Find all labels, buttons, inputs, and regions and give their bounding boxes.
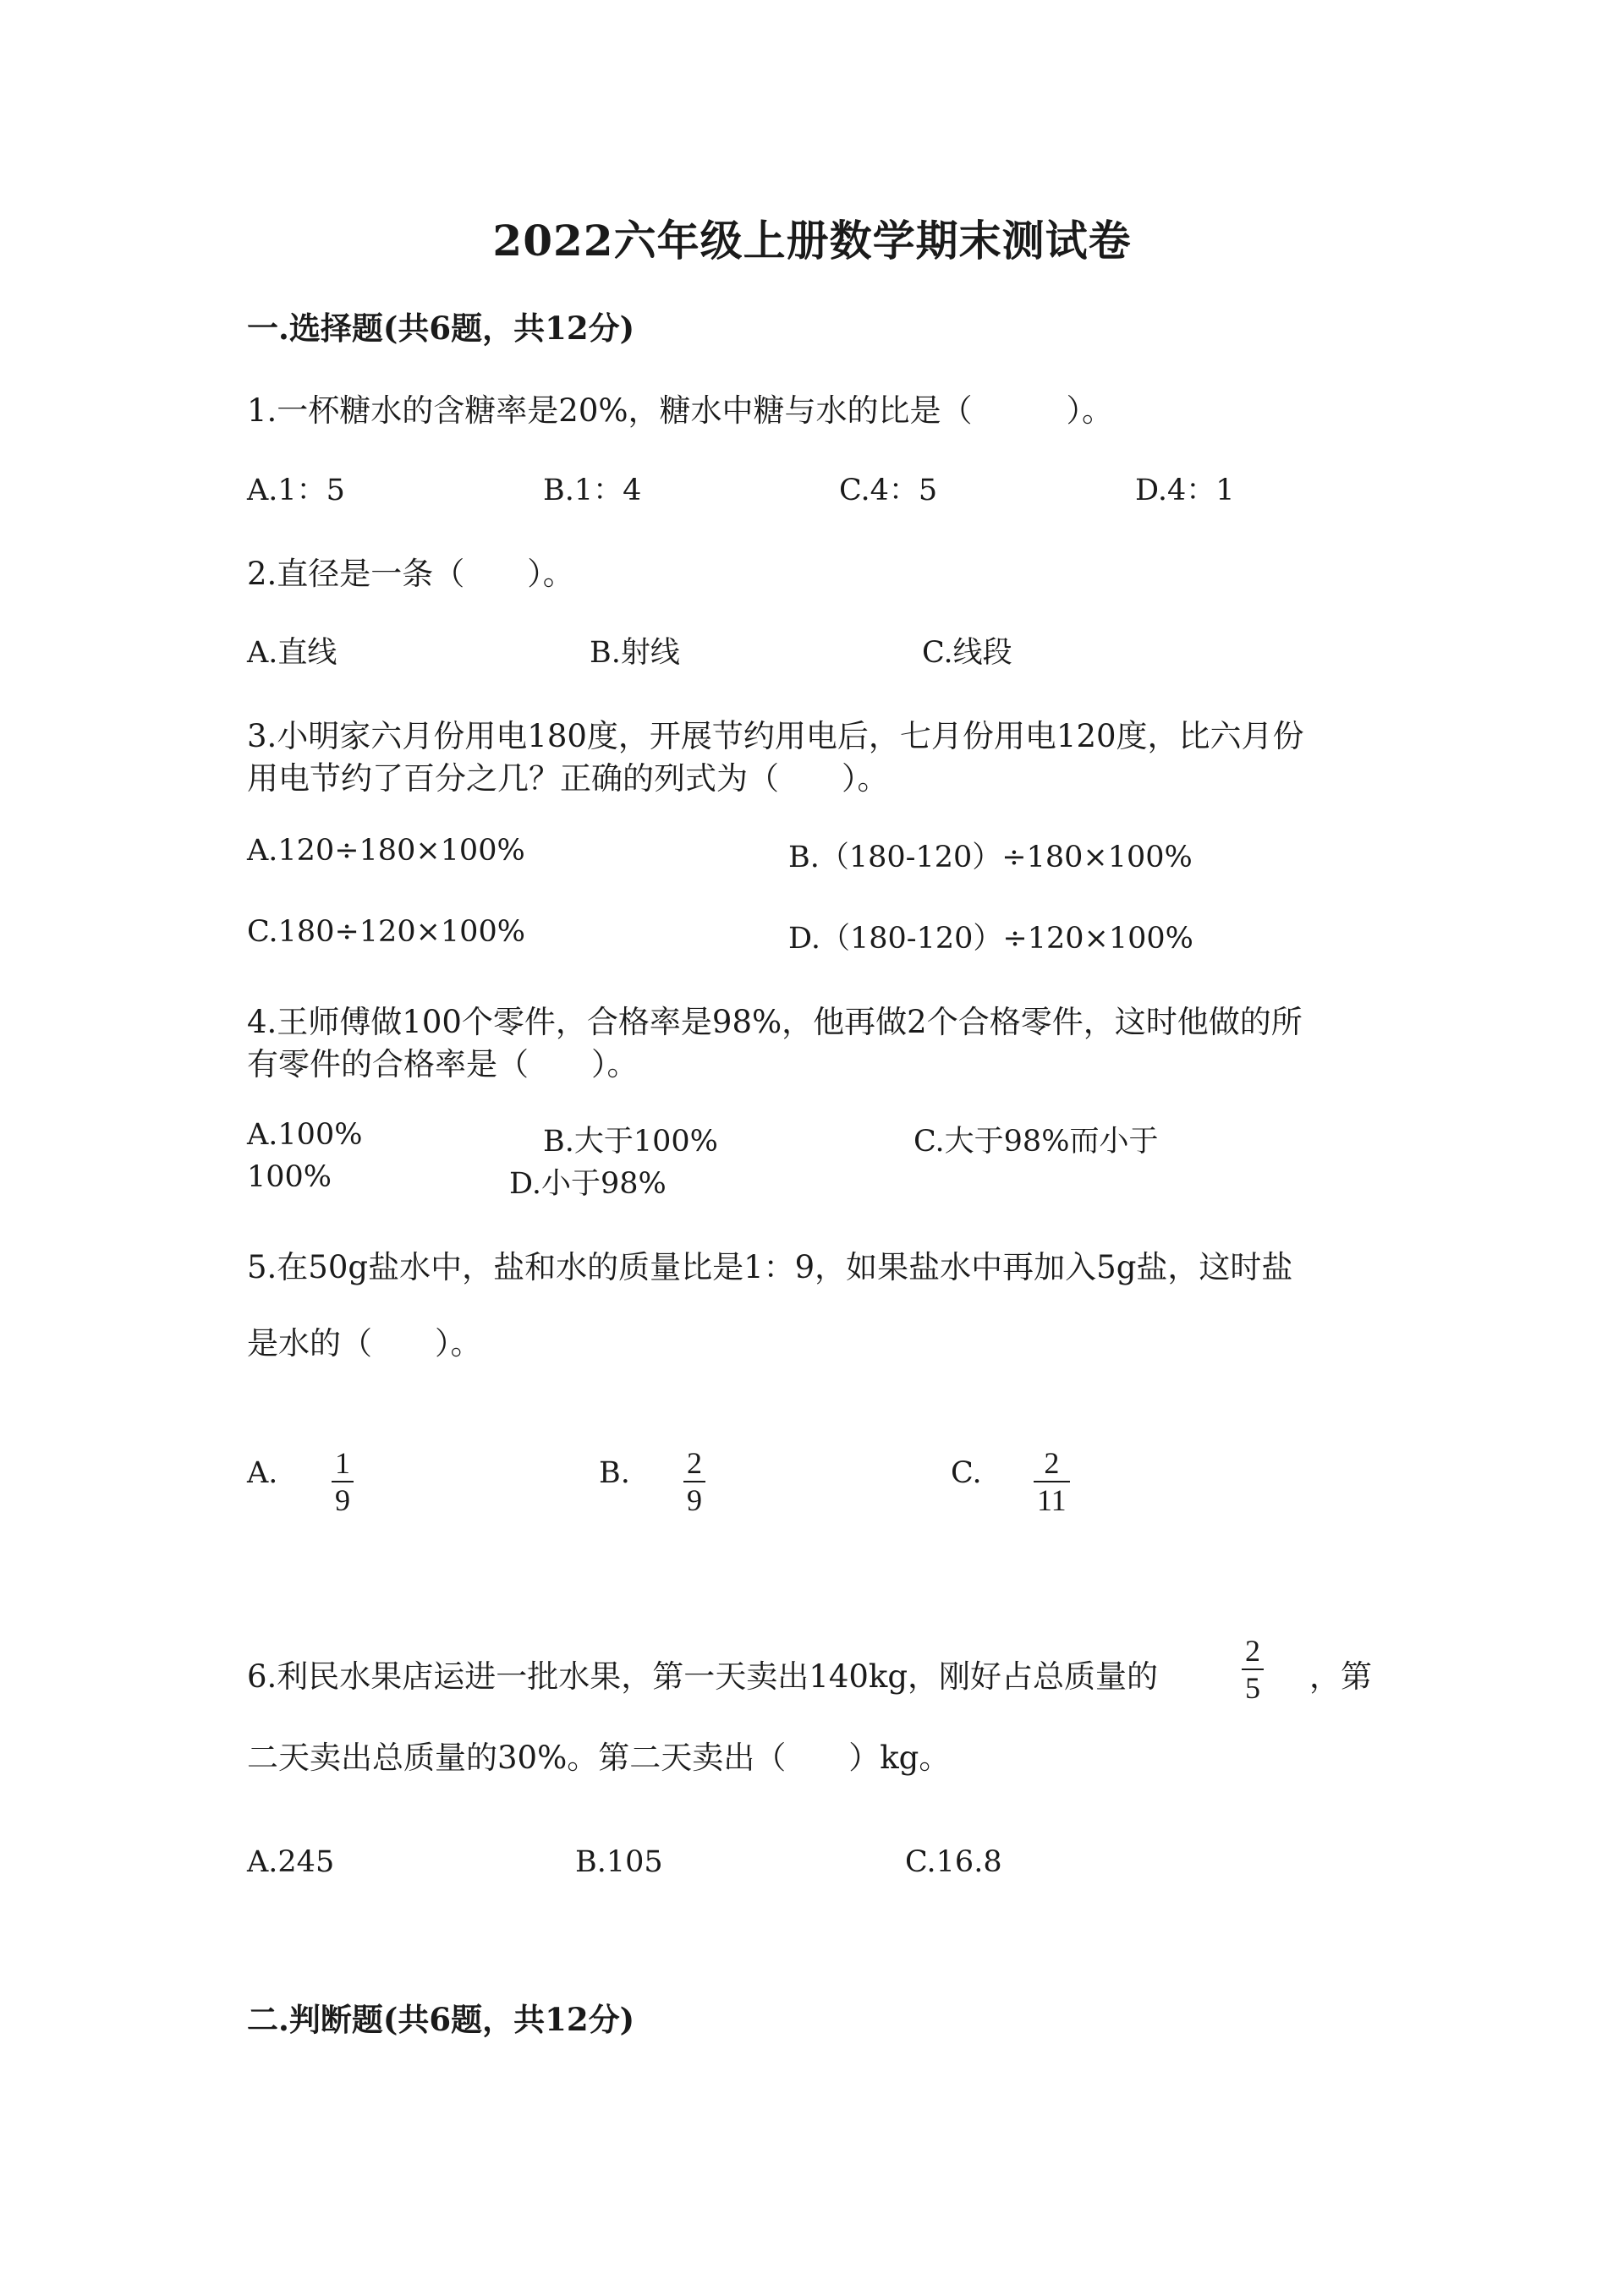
fraction-numerator: 1 bbox=[335, 1446, 350, 1480]
q6-option-c: C.16.8 bbox=[905, 1845, 1002, 1879]
q1-option-b: B.1：4 bbox=[543, 474, 642, 507]
q5-option-b-fraction bbox=[683, 1448, 705, 1515]
question-6-line-1-end: ，第 bbox=[1309, 1658, 1372, 1695]
q6-fraction bbox=[1242, 1636, 1264, 1703]
q4-option-d: D.小于98% bbox=[509, 1167, 667, 1201]
q4-option-c-continued: 100% bbox=[247, 1160, 332, 1194]
question-5-line-2: 是水的（ ）。 bbox=[247, 1325, 482, 1362]
q4-option-a: A.100% bbox=[247, 1118, 363, 1152]
q2-option-c: C.线段 bbox=[922, 636, 1012, 670]
q5-option-b-label: B. bbox=[599, 1456, 630, 1490]
fraction-denominator: 9 bbox=[335, 1483, 350, 1517]
section-heading-choice: 一.选择题(共6题，共12分) bbox=[247, 310, 635, 347]
q3-option-b: B.（180-120）÷180×100% bbox=[788, 841, 1193, 874]
section-heading-judgement: 二.判断题(共6题，共12分) bbox=[247, 2001, 635, 2038]
q5-option-c-label: C. bbox=[951, 1456, 982, 1490]
q3-option-d: D.（180-120）÷120×100% bbox=[788, 922, 1193, 956]
question-4-line-2: 有零件的合格率是（ ）。 bbox=[247, 1046, 639, 1082]
question-4-line-1: 4.王师傅做100个零件，合格率是98%，他再做2个合格零件，这时他做的所 bbox=[247, 1004, 1303, 1040]
q5-option-a-label: A. bbox=[247, 1456, 278, 1490]
q2-option-b: B.射线 bbox=[590, 636, 680, 670]
question-6-line-2: 二天卖出总质量的30%。第二天卖出（ ）kg。 bbox=[247, 1740, 951, 1776]
question-2-text: 2.直径是一条（ ）。 bbox=[247, 556, 574, 592]
q1-option-a: A.1：5 bbox=[247, 474, 345, 507]
q4-option-b: B.大于100% bbox=[543, 1125, 718, 1159]
page-title: 2022六年级上册数学期末测试卷 bbox=[492, 216, 1132, 266]
q6-option-a: A.245 bbox=[247, 1845, 335, 1879]
fraction-denominator: 9 bbox=[687, 1483, 702, 1517]
question-3-line-2: 用电节约了百分之几？正确的列式为（ ）。 bbox=[247, 760, 889, 797]
fraction-numerator: 2 bbox=[1245, 1634, 1260, 1668]
q4-option-c: C.大于98%而小于 bbox=[914, 1125, 1159, 1159]
fraction-denominator: 5 bbox=[1245, 1671, 1260, 1705]
q3-option-c: C.180÷120×100% bbox=[247, 915, 525, 949]
q2-option-a: A.直线 bbox=[247, 636, 337, 670]
fraction-denominator: 11 bbox=[1037, 1483, 1067, 1517]
q1-option-c: C.4：5 bbox=[839, 474, 938, 507]
question-6-line-1: 6.利民水果店运进一批水果，第一天卖出140kg，刚好占总质量的 bbox=[247, 1658, 1159, 1695]
q5-option-c-fraction bbox=[1034, 1448, 1070, 1515]
q3-option-a: A.120÷180×100% bbox=[247, 834, 525, 868]
q6-option-b: B.105 bbox=[575, 1845, 663, 1879]
question-1-text: 1.一杯糖水的含糖率是20%，糖水中糖与水的比是（ ）。 bbox=[247, 392, 1114, 429]
fraction-numerator: 2 bbox=[1044, 1446, 1060, 1480]
question-5-line-1: 5.在50g盐水中，盐和水的质量比是1：9，如果盐水中再加入5g盐，这时盐 bbox=[247, 1249, 1293, 1285]
q1-option-d: D.4：1 bbox=[1135, 474, 1235, 507]
question-3-line-1: 3.小明家六月份用电180度，开展节约用电后，七月份用电120度，比六月份 bbox=[247, 718, 1304, 754]
fraction-numerator: 2 bbox=[687, 1446, 702, 1480]
q5-option-a-fraction bbox=[332, 1448, 354, 1515]
